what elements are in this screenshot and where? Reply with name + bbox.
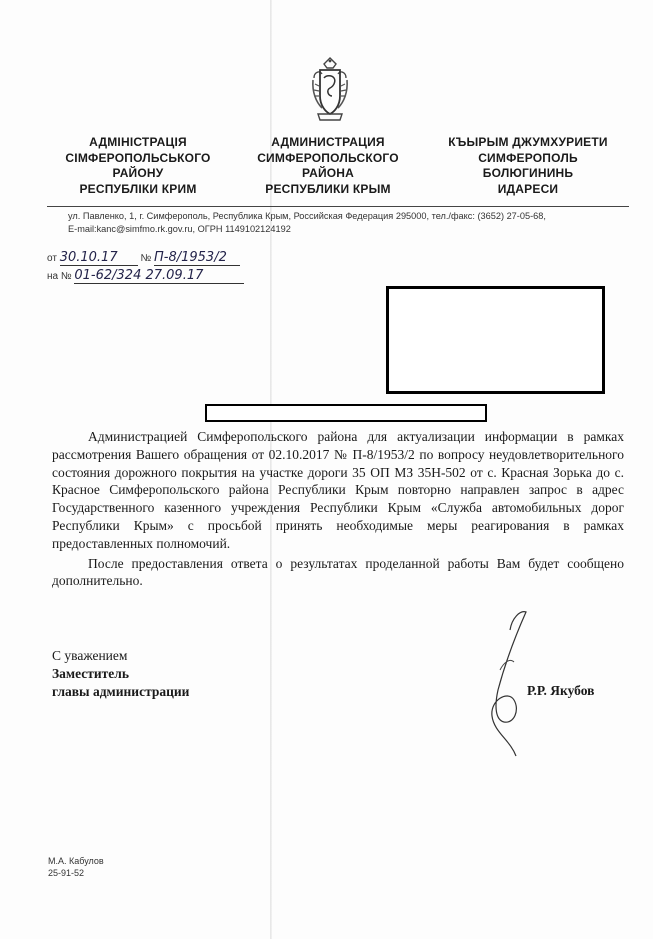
letterhead-line: АДМИНИСТРАЦИЯ [271,135,385,149]
number-label: № [140,253,152,264]
letterhead-line: РАЙОНУ [112,166,164,180]
address-line-1: ул. Павленко, 1, г. Симферополь, Республика Крым, Российская Федерация 295000, тел./факс: (3652) 27-05-68, [68,211,546,221]
regards-text: С уважением [52,648,128,663]
redacted-salutation [205,404,487,422]
letterhead-line: ИДАРЕСИ [497,181,559,196]
address-block [68,210,628,236]
letterhead-line: СИМФЕРОПОЛЬСКОГО [257,150,399,165]
closing-block [52,647,189,701]
from-label: от [47,253,57,264]
letterhead-line: РАЙОНА [301,166,355,180]
signatory-position-1: Заместитель [52,666,129,681]
incoming-number: 01-62/324 27.09.17 [74,268,244,284]
body-paragraph-1: Администрацией Симферопольского района для актуализации информации в рамках рассмотрения Вашего обращения от 02.10.2017 № П-8/1953/2 по вопросу неудовлетворительного состояния дорожного покрытия на участке дороги 35 ОП МЗ 35Н-502 от с. Красная Зорька до с. Красное Симферопольского района Республики Крым повторно направлен запрос в адрес Государственного казенного учреждения Республики Крым «Служба автомобильных дорог Республики Крым» с просьбой принять необходимые меры реагирования в рамках предоставленных полномочий. [52,429,624,551]
outgoing-reference [47,250,240,266]
to-label: на № [47,271,72,282]
signatory-position-2: главы администрации [52,684,190,699]
body-paragraph-2: После предоставления ответа о результатах проделанной работы Вам будет сообщено дополнительно. [52,555,624,589]
letterhead-ukrainian [48,135,228,197]
from-date: 30.10.17 [60,250,138,266]
executor-block [48,855,104,879]
crimea-coat-of-arms-icon [310,56,350,122]
address-line-2: E-mail:kanc@simfmo.rk.gov.ru, ОГРН 1149102124192 [68,224,291,234]
letterhead-line: СІМФЕРОПОЛЬСЬКОГО [65,150,211,165]
letterhead-line: АДМІНІСТРАЦІЯ [89,135,187,149]
letterhead-russian [236,135,420,197]
letterhead-line: БОЛЮГИНИНЬ [482,166,574,180]
outgoing-number: П-8/1953/2 [154,250,240,266]
letterhead-line: СИМФЕРОПОЛЬ [478,150,578,165]
letterhead-line: КЪЫРЫМ ДЖУМХУРИЕТИ [448,135,608,149]
letterhead-divider [47,206,629,207]
signatory-name: Р.Р. Якубов [527,683,595,698]
incoming-reference [47,268,244,284]
letterhead-crimean-tatar [428,135,628,197]
letterhead-line: РЕСПУБЛИКИ КРЫМ [265,181,391,196]
executor-phone: 25-91-52 [48,868,85,878]
letterhead-line: РЕСПУБЛІКИ КРИМ [79,181,197,196]
letter-body [52,428,624,590]
executor-name: М.А. Кабулов [48,856,104,866]
redacted-recipient-block [386,286,605,394]
